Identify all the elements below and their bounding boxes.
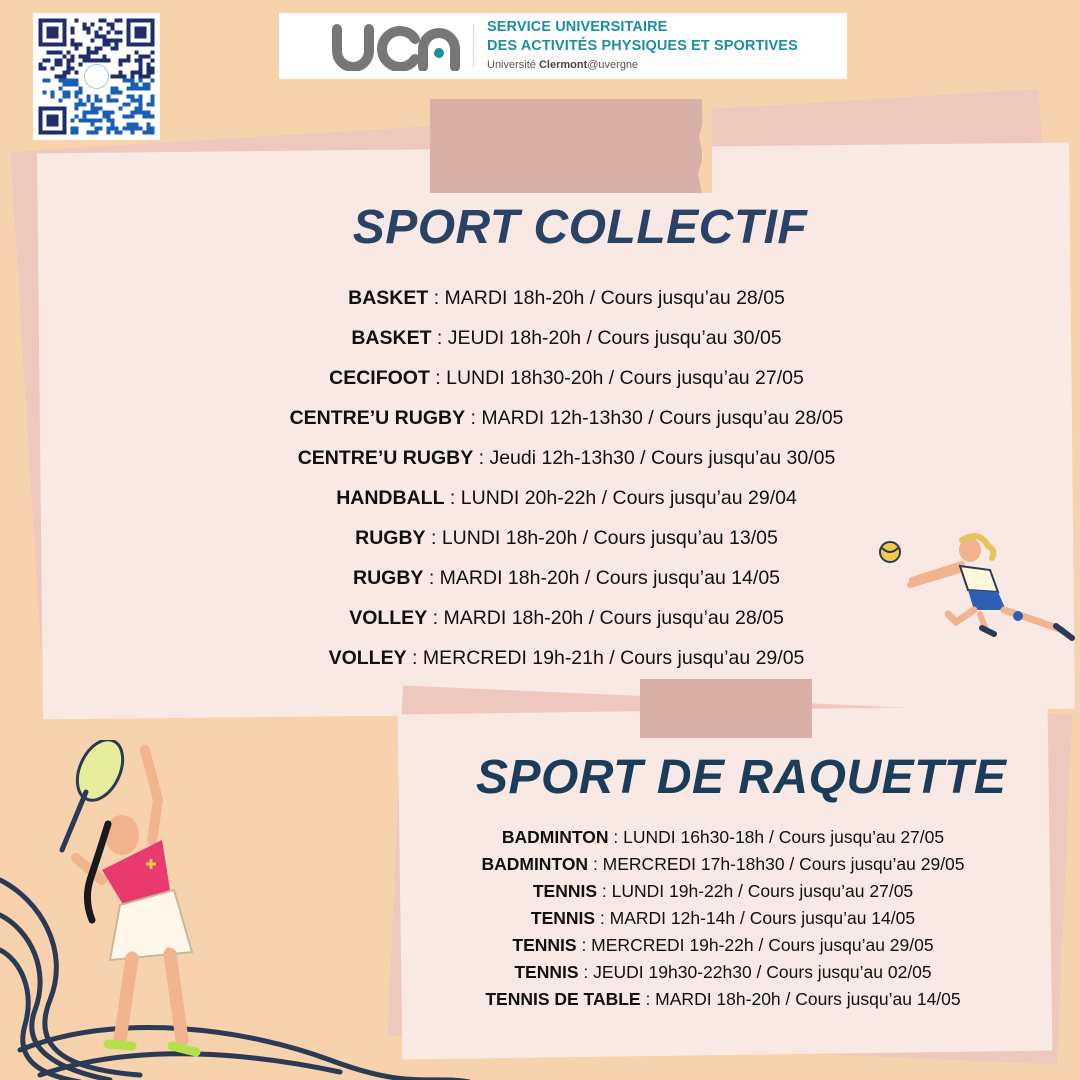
schedule-details: : LUNDI 16h30-18h / Cours jusqu’au 27/05 [608, 827, 945, 847]
schedule-details: : MARDI 12h-14h / Cours jusqu’au 14/05 [595, 908, 916, 928]
schedule-sport: VOLLEY [328, 647, 407, 669]
schedule-row [400, 989, 1046, 1010]
schedule-details: : LUNDI 20h-22h / Cours jusqu’au 29/04 [444, 487, 797, 509]
schedule-sport: CECIFOOT [329, 367, 430, 389]
logo-divider [473, 25, 474, 67]
schedule-row [400, 827, 1046, 848]
schedule-row [400, 908, 1046, 929]
schedule-sport: BASKET [351, 327, 432, 349]
schedule-sport: CENTRE’U RUGBY [297, 447, 474, 469]
schedule-row [0, 647, 1080, 670]
logo-university-prefix: Université [487, 59, 539, 71]
schedule-sport: TENNIS [512, 935, 577, 955]
schedule-details: : LUNDI 18h-20h / Cours jusqu’au 13/05 [425, 527, 778, 549]
schedule-details: : MARDI 18h-20h / Cours jusqu’au 28/05 [427, 607, 784, 629]
schedule-sport: TENNIS [530, 908, 596, 928]
schedule-details: : LUNDI 19h-22h / Cours jusqu’au 27/05 [597, 881, 914, 901]
schedule-sport: TENNIS [532, 881, 598, 901]
tape-collectif [430, 99, 702, 193]
schedule-details: : LUNDI 18h30-20h / Cours jusqu’au 27/05 [429, 367, 804, 389]
schedule-sport: RUGBY [352, 567, 424, 589]
tennis-player-illustration [40, 740, 240, 1070]
logo-university-suffix: @uvergne [587, 59, 639, 71]
schedule-row [400, 962, 1046, 983]
schedule-details: : Jeudi 12h-13h30 / Cours jusqu’au 30/05 [473, 447, 836, 469]
schedule-sport: BASKET [348, 287, 429, 309]
schedule-details: : MARDI 12h-13h30 / Cours jusqu’au 28/05 [465, 407, 844, 429]
schedule-row [400, 881, 1046, 902]
schedule-row [0, 327, 1080, 350]
schedule-details: : MARDI 18h-20h / Cours jusqu’au 28/05 [428, 287, 785, 309]
schedule-sport: TENNIS DE TABLE [485, 989, 641, 1009]
volleyball-player-illustration [870, 530, 1080, 650]
schedule-details: : MERCREDI 19h-22h / Cours jusqu’au 29/05 [576, 935, 934, 955]
section-title-collectif: SPORT COLLECTIF [352, 201, 808, 254]
schedule-details: : MERCREDI 17h-18h30 / Cours jusqu’au 29/05 [588, 854, 965, 874]
schedule-row [0, 287, 1080, 310]
schedule-sport: HANDBALL [336, 487, 445, 509]
qr-code-image [33, 13, 160, 140]
schedule-details: : JEUDI 19h30-22h30 / Cours jusqu’au 02/05 [578, 962, 932, 982]
uca-logo-banner [279, 13, 847, 79]
schedule-sport: RUGBY [355, 527, 426, 549]
logo-university-name [487, 59, 638, 71]
schedule-row [0, 407, 1080, 430]
section-title-raquette: SPORT DE RAQUETTE [476, 751, 1007, 804]
uca-logo-icon [331, 23, 461, 71]
schedule-row [400, 935, 1046, 956]
schedule-sport: BADMINTON [501, 827, 609, 847]
schedule-details: : MARDI 18h-20h / Cours jusqu’au 14/05 [423, 567, 781, 589]
schedule-details: : MARDI 18h-20h / Cours jusqu’au 14/05 [640, 989, 961, 1009]
schedule-sport: CENTRE’U RUGBY [289, 407, 466, 429]
logo-university-bold: Clermont [538, 59, 588, 71]
schedule-details: : JEUDI 18h-20h / Cours jusqu’au 30/05 [431, 327, 782, 349]
qr-code [33, 13, 160, 140]
schedule-row [0, 487, 1080, 510]
schedule-row [400, 854, 1046, 875]
tape-raquette [640, 679, 812, 738]
logo-title-line1: SERVICE UNIVERSITAIRE [487, 19, 668, 35]
schedule-sport: VOLLEY [349, 607, 428, 629]
schedule-sport: BADMINTON [481, 854, 589, 874]
logo-title-line2: DES ACTIVITÉS PHYSIQUES ET SPORTIVES [487, 38, 798, 54]
schedule-sport: TENNIS [514, 962, 579, 982]
schedule-row [0, 447, 1080, 470]
schedule-details: : MERCREDI 19h-21h / Cours jusqu’au 29/05 [406, 647, 805, 669]
schedule-row [0, 367, 1080, 390]
